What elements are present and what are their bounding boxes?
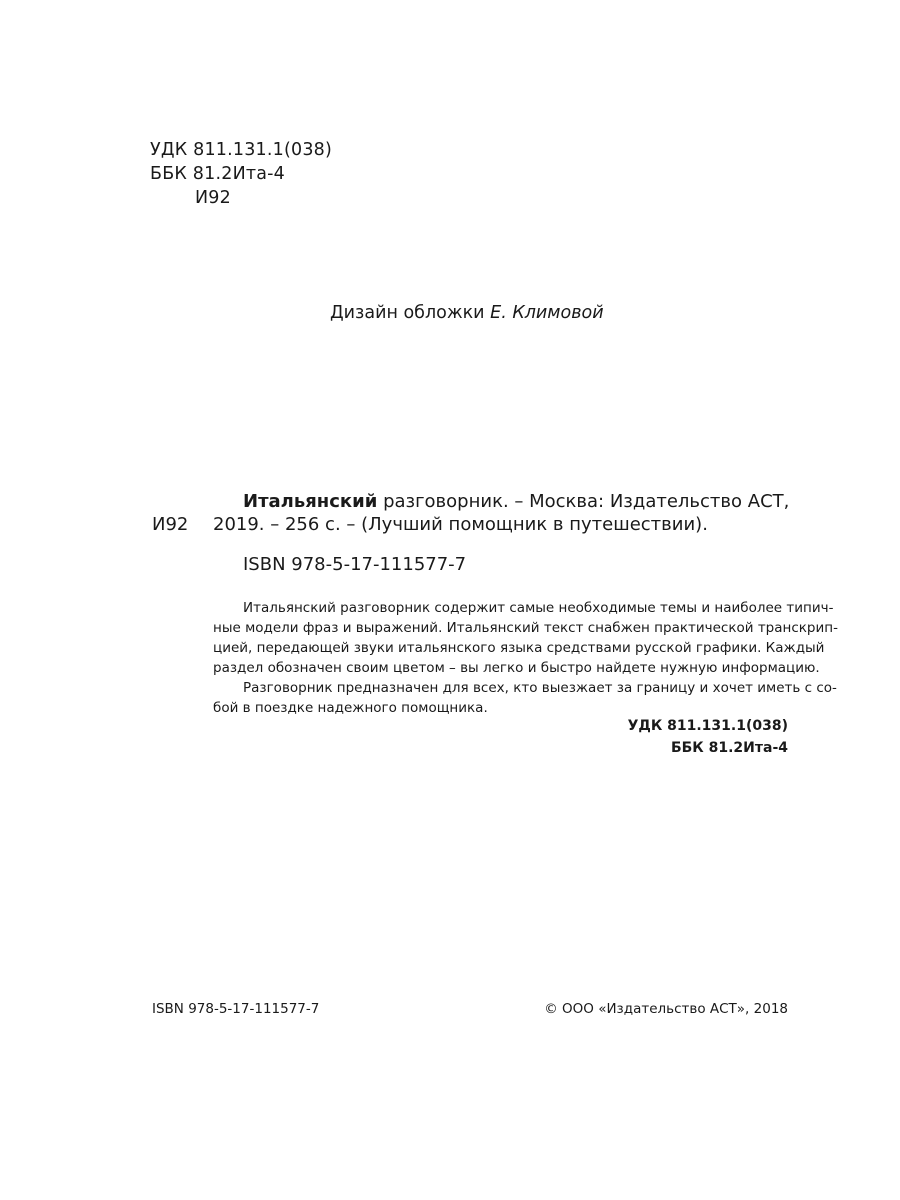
bbk-code-bottom: ББК 81.2Ита-4 xyxy=(670,740,788,756)
author-mark: И92 xyxy=(195,188,231,208)
annotation-line: Итальянский разговорник содержит самые необходимые темы и наиболее типич- xyxy=(243,600,834,616)
udk-code: УДК 811.131.1(038) xyxy=(150,140,333,160)
annotation-line: ные модели фраз и выражений. Итальянский текст снабжен практической транскрип- xyxy=(213,620,838,636)
cover-designer-name: Е. Климовой xyxy=(490,303,604,323)
bib-title: Итальянский xyxy=(243,491,378,512)
bbk-code: ББК 81.2Ита-4 xyxy=(150,164,286,184)
cover-design-credit xyxy=(330,303,604,323)
annotation-line: цией, передающей звуки итальянского языка средствами русской графики. Каждый xyxy=(213,640,825,656)
copyright-notice: © ООО «Издательство АСТ», 2018 xyxy=(544,1001,788,1017)
footer-isbn: ISBN 978-5-17-111577-7 xyxy=(152,1001,320,1017)
annotation-line: бой в поездке надежного помощника. xyxy=(213,700,488,716)
bib-author-mark: И92 xyxy=(152,514,189,535)
annotation-line: Разговорник предназначен для всех, кто выезжает за границу и хочет иметь с со- xyxy=(243,680,837,696)
bib-title-rest: разговорник. – Москва: Издательство АСТ, xyxy=(383,491,790,512)
cover-credit-prefix: Дизайн обложки xyxy=(330,303,485,323)
bib-publication-line: 2019. – 256 с. – (Лучший помощник в путешествии). xyxy=(213,514,708,535)
bib-isbn: ISBN 978-5-17-111577-7 xyxy=(243,554,467,575)
udk-code-bottom: УДК 811.131.1(038) xyxy=(627,718,788,734)
annotation-line: раздел обозначен своим цветом – вы легко и быстро найдете нужную информацию. xyxy=(213,660,820,676)
